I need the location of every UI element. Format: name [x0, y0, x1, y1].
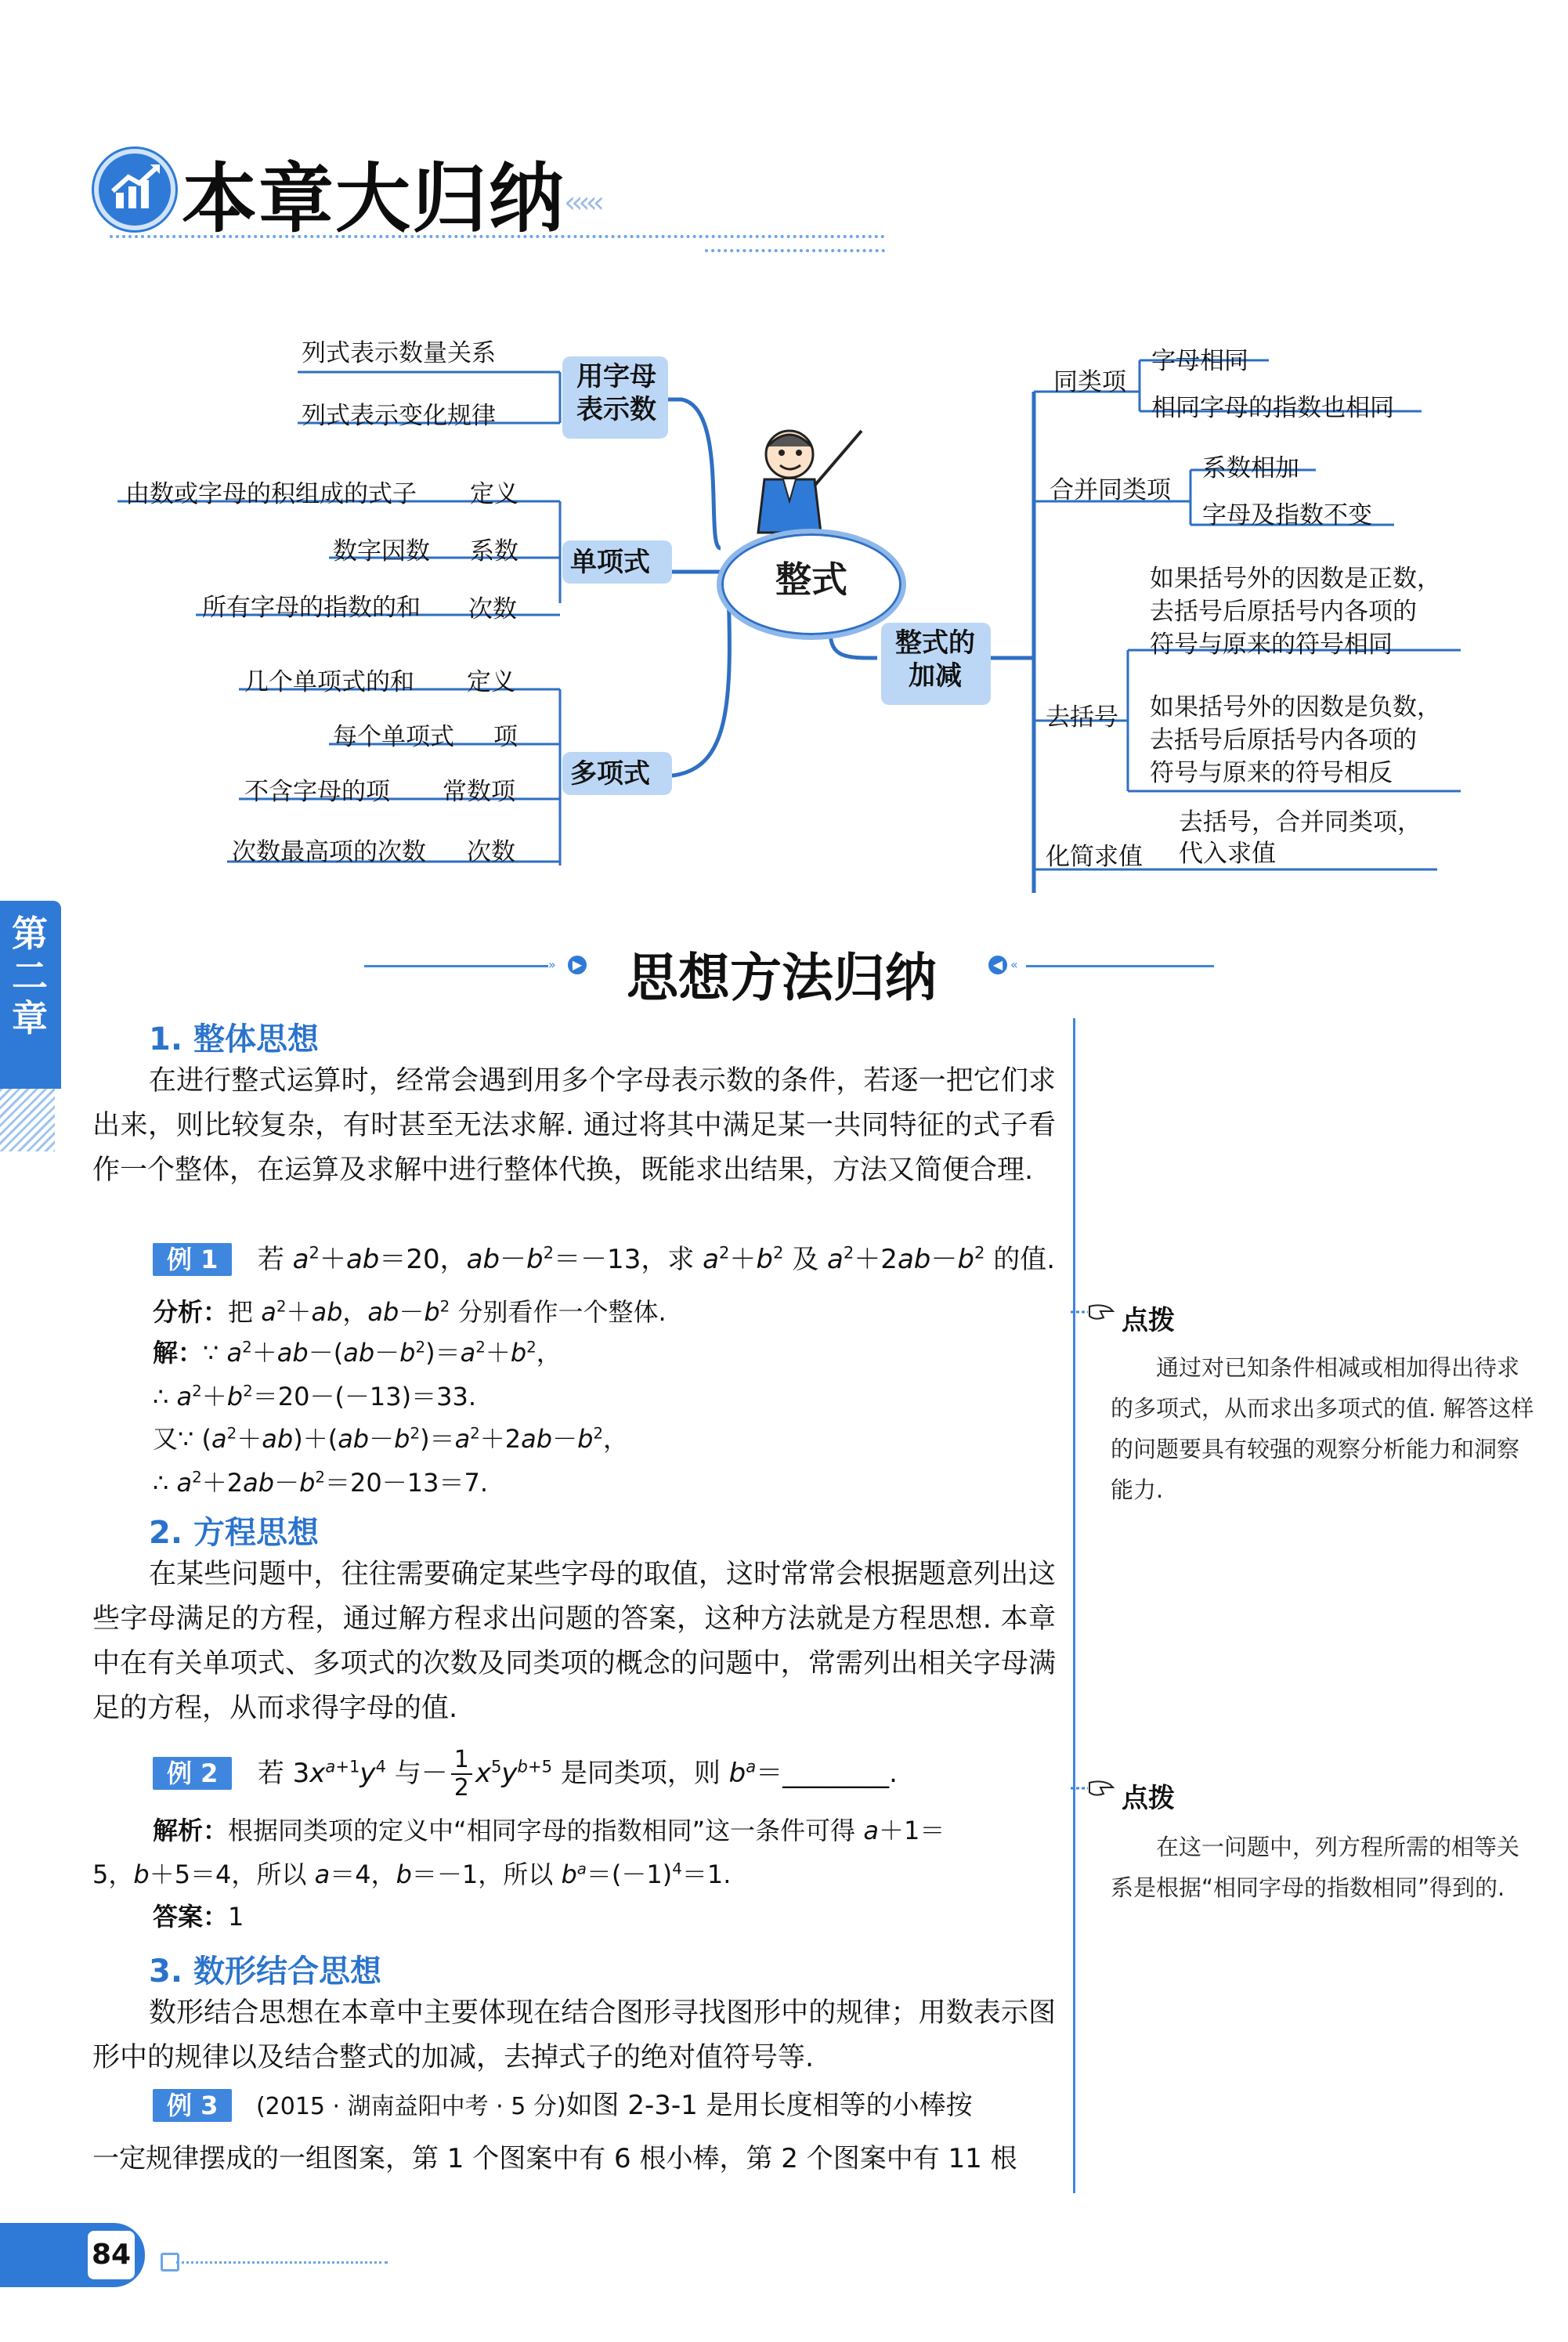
example-1-solution-1: 解：∵ $a^2+ab-(ab-b^2)=a^2+b^2$，: [153, 1338, 562, 1368]
example-1-solution-2: ∴ $a^2+b^2=20-(-13)=33$.: [153, 1382, 477, 1411]
page-number: 84: [88, 2231, 135, 2279]
method-2-heading: 2. 方程思想: [149, 1515, 319, 1551]
polynomial-def-value: 几个单项式的和: [244, 668, 414, 696]
method-3-heading: 3. 数形结合思想: [149, 1953, 381, 1990]
monomial-def-key: 定义: [470, 480, 518, 508]
combine-item-2: 字母及指数不变: [1202, 501, 1372, 529]
brackets-rule-positive: 如果括号外的因数是正数， 去括号后原括号内各项的 符号与原来的符号相同: [1150, 565, 1441, 659]
letters-item-1: 列式表示数量关系: [302, 339, 496, 367]
polynomial-degree-value: 次数最高项的次数: [232, 838, 426, 866]
branch-letters-title: 用字母 表示数: [576, 361, 656, 425]
polynomial-degree-key: 次数: [467, 838, 515, 866]
section-line-right: [1026, 965, 1214, 967]
title-divider-short: [705, 249, 885, 252]
method-1-heading: 1. 整体思想: [149, 1021, 319, 1057]
polynomial-term-key: 项: [493, 723, 518, 751]
like-terms-key: 同类项: [1053, 368, 1126, 396]
monomial-degree-value: 所有字母的指数的和: [202, 594, 421, 622]
tip-1-title: 点拨: [1122, 1305, 1175, 1336]
footer-divider: [176, 2261, 388, 2264]
polynomial-const-value: 不含字母的项: [244, 778, 390, 806]
combine-key: 合并同类项: [1050, 476, 1171, 504]
method-2-paragraph: 在某些问题中，往往需要确定某些字母的取值，这时常常会根据题意列出这些字母满足的方程，通过解方程求出问题的答案，这种方法就是方程思想. 本章中在有关单项式、多项式的次数及同类项的概念的问题中，常需列出相关字母满足的方程，从而求得字母的值.: [92, 1559, 1056, 1724]
branch-monomial-title: 单项式: [570, 547, 650, 578]
combine-item-1: 系数相加: [1202, 454, 1299, 482]
monomial-coef-value: 数字因数: [333, 537, 430, 566]
tip-2-title: 点拨: [1122, 1783, 1175, 1814]
example-1-solution-4: ∴ $a^2+2ab-b^2=20-13=7$.: [153, 1468, 488, 1498]
mindmap-center: 整式: [717, 529, 906, 640]
like-terms-item-1: 字母相同: [1151, 347, 1248, 375]
example-1-solution-3: 又∵ $(a^2+ab)+(ab-b^2)=a^2+2ab-b^2$，: [153, 1424, 629, 1454]
title-chart-icon: [94, 149, 175, 230]
brackets-rule-negative: 如果括号外的因数是负数， 去括号后原括号内各项的 符号与原来的符号相反: [1150, 693, 1441, 787]
polynomial-def-key: 定义: [467, 668, 515, 696]
example-1-line: 例 1 若 $a^2+ab=20$，$ab-b^2=-13$，求 $a^2+b^2$ 及 $a^2+2ab-b^2$ 的值.: [153, 1238, 1055, 1276]
polynomial-const-key: 常数项: [443, 778, 515, 806]
chapter-side-tab-label: 第二章: [12, 913, 48, 1039]
example-2-line: 例 2 若 $3x^{a+1}y^4$ 与－ $\frac{1}{2}$ $x^5y^{b+5}$ 是同类项，则 $b^a=\_\_\_\_\_\_\_\_$.: [153, 1747, 898, 1802]
section-line-left: [364, 965, 548, 967]
method-1-paragraph: 在进行整式运算时，经常会遇到用多个字母表示数的条件，若逐一把它们求出来，则比较复杂，有时甚至无法求解. 通过将其中满足某一共同特征的式子看作一个整体，在运算及求解中进行整体代换，既能求出结果，方法又简便合理.: [92, 1065, 1056, 1186]
notes-divider: [1073, 1018, 1075, 2193]
section-arrow-left-icon: ◀: [988, 956, 1007, 974]
brackets-key: 去括号: [1046, 703, 1118, 732]
branch-addsub-title: 整式的 加减: [895, 627, 975, 692]
section-chevron-left-icon: »: [548, 957, 556, 972]
section-title: 思想方法归纳: [627, 948, 937, 1008]
example-2-tag: 例 2: [153, 1757, 232, 1790]
section-arrow-right-icon: ▶: [568, 956, 587, 974]
pointing-hand-icon-2: [1069, 1776, 1116, 1800]
side-hatch-decoration: [0, 1089, 55, 1151]
example-2-answer: 答案：1: [153, 1902, 244, 1932]
pointing-hand-icon: [1069, 1300, 1116, 1324]
section-chevron-right-icon: «: [1010, 957, 1018, 972]
example-3-line-2: 一定规律摆成的一组图案，第 1 个图案中有 6 根小棒，第 2 个图案中有 11 根: [92, 2143, 1017, 2174]
branch-polynomial-title: 多项式: [570, 758, 650, 790]
example-1-tag: 例 1: [153, 1243, 232, 1276]
like-terms-item-2: 相同字母的指数也相同: [1151, 394, 1394, 422]
page-title: 本章大归纳: [182, 155, 565, 243]
monomial-def-value: 由数或字母的积组成的式子: [125, 480, 417, 508]
example-3-tag: 例 3: [153, 2089, 232, 2122]
polynomial-term-value: 每个单项式: [333, 723, 454, 751]
title-divider: [110, 235, 885, 238]
example-2-analysis-1: 解析：根据同类项的定义中“相同字母的指数相同”这一条件可得 a＋1＝: [153, 1816, 945, 1845]
simplify-value: 去括号，合并同类项， 代入求值: [1179, 808, 1422, 868]
monomial-degree-key: 次数: [468, 595, 517, 623]
method-3-paragraph: 数形结合思想在本章中主要体现在结合图形寻找图形中的规律；用数表示图形中的规律以及结合整式的加减，去掉式子的绝对值符号等.: [92, 1997, 1056, 2073]
letters-item-2: 列式表示变化规律: [302, 402, 496, 430]
title-chevron-icon: ‹‹‹‹‹: [564, 185, 600, 219]
example-1-analysis: 分析：把 $a^2+ab$，$ab-b^2$ 分别看作一个整体.: [153, 1297, 667, 1327]
tip-1-body: 通过对已知条件相减或相加得出待求的多项式，从而求出多项式的值. 解答这样的问题要具有较强的观察分析能力和洞察能力.: [1111, 1354, 1534, 1503]
monomial-coef-key: 系数: [470, 537, 518, 566]
simplify-key: 化简求值: [1046, 843, 1143, 871]
example-2-analysis-2: 5，b＋5＝4，所以 a＝4，b＝－1，所以 $b^a=(-1)^4=1$.: [92, 1860, 732, 1889]
teacher-illustration: [736, 423, 877, 540]
example-3-line-1: 例 3 (2015 · 湖南益阳中考 · 5 分)如图 2-3-1 是用长度相等的小棒按: [153, 2084, 973, 2122]
tip-2-body: 在这一问题中，列方程所需的相等关系是根据“相同字母的指数相同”得到的.: [1111, 1834, 1520, 1901]
